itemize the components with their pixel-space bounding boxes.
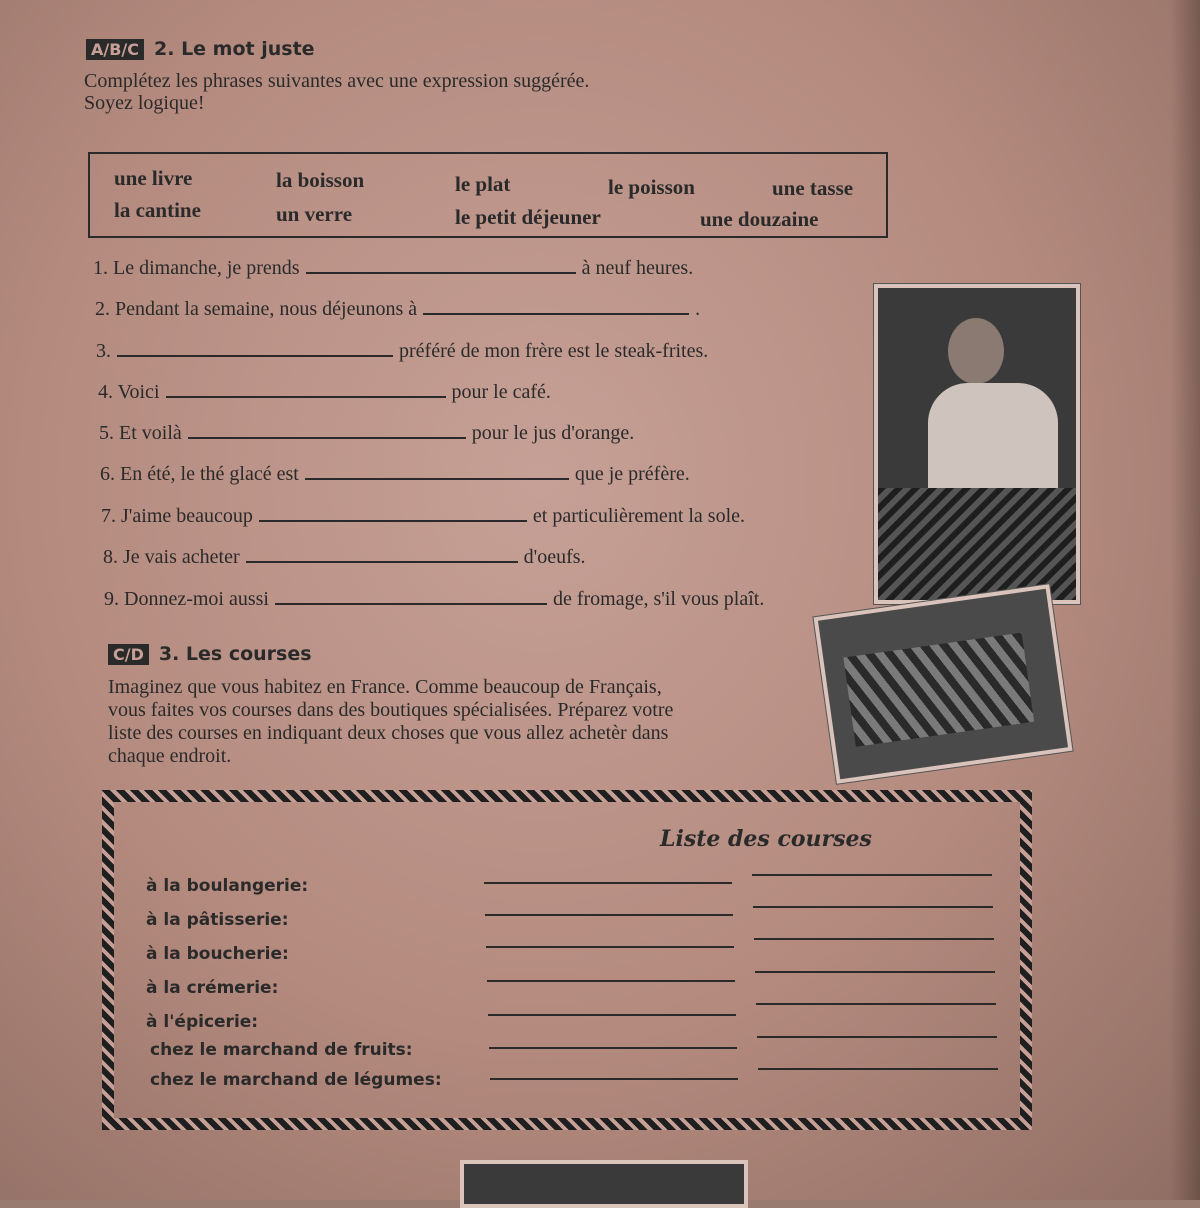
sentence-text: 7. J'aime beaucoup (101, 505, 253, 527)
answer-line[interactable] (755, 971, 995, 973)
word-bank-item: le poisson (608, 175, 695, 199)
sentence-text: 9. Donnez-moi aussi (104, 588, 269, 610)
instruction-line: Soyez logique! (84, 92, 205, 114)
sentence-text: pour le jus d'orange. (471, 422, 635, 444)
sentence-1 (93, 256, 693, 280)
answer-line[interactable] (486, 946, 734, 948)
sentence-text: que je préfère. (574, 463, 690, 485)
photo-person-head (948, 318, 1004, 384)
shop-label: chez le marchand de légumes: (150, 1070, 442, 1090)
answer-line[interactable] (757, 1036, 997, 1038)
section-3-header (108, 643, 312, 665)
photo-person-body (928, 383, 1058, 503)
instruction-line: liste des courses en indiquant deux choses que vous allez achetèr dans (108, 722, 669, 744)
shop-label: à la boucherie: (146, 944, 289, 964)
answer-line[interactable] (487, 980, 735, 982)
answer-line[interactable] (485, 914, 733, 916)
sentence-2 (95, 297, 700, 321)
sentence-8 (103, 545, 586, 569)
shopping-list-title: Liste des courses (660, 826, 872, 852)
shop-label: à la pâtisserie: (146, 910, 289, 930)
answer-line[interactable] (756, 1003, 996, 1005)
sentence-text: préféré de mon frère est le steak-frites. (399, 340, 709, 362)
section-2-header (86, 38, 315, 60)
answer-line[interactable] (490, 1078, 738, 1080)
shop-label: à la boulangerie: (146, 876, 309, 896)
section-2-badge: A/B/C (86, 39, 144, 60)
word-bank-item: le plat (455, 172, 511, 196)
word-bank-item: une tasse (772, 176, 854, 200)
answer-line[interactable] (758, 1068, 998, 1070)
answer-blank[interactable] (275, 587, 547, 605)
sentence-text: d'oeufs. (523, 546, 586, 568)
instruction-line: Complétez les phrases suivantes avec une expression suggérée. (84, 70, 590, 92)
sentence-7 (101, 504, 745, 528)
word-bank-item: le petit déjeuner (455, 205, 601, 229)
sentence-text: 3. (96, 340, 111, 362)
sentence-text: 5. Et voilà (99, 422, 182, 444)
answer-line[interactable] (489, 1047, 737, 1049)
sentence-text: 2. Pendant la semaine, nous déjeunons à (95, 298, 418, 320)
sentence-text: 1. Le dimanche, je prends (93, 257, 300, 279)
sentence-6 (100, 462, 690, 486)
instruction-line: vous faites vos courses dans des boutiques spécialisées. Préparez votre (108, 699, 674, 721)
sentence-text: 4. Voici (98, 381, 160, 403)
word-bank-item: une livre (114, 166, 193, 190)
page-shadow (1170, 0, 1200, 1200)
section-2-title: 2. Le mot juste (154, 38, 315, 60)
sentence-9 (104, 587, 764, 611)
answer-blank[interactable] (305, 462, 569, 480)
photo-produce (843, 633, 1034, 747)
instruction-line: chaque endroit. (108, 745, 232, 767)
shop-label: à l'épicerie: (146, 1012, 259, 1032)
word-bank-item: une douzaine (700, 207, 819, 231)
answer-blank[interactable] (259, 504, 527, 522)
sentence-4 (98, 380, 551, 404)
section-3-badge: C/D (108, 644, 149, 665)
answer-line[interactable] (488, 1014, 736, 1016)
sentence-text: 8. Je vais acheter (103, 546, 240, 568)
section-3-instructions (108, 676, 673, 768)
answer-blank[interactable] (166, 380, 446, 398)
answer-blank[interactable] (306, 256, 576, 274)
answer-line[interactable] (754, 938, 994, 940)
sentence-text: . (695, 298, 701, 320)
sentence-5 (99, 421, 634, 445)
bottom-photo (460, 1160, 748, 1208)
shop-label: à la crémerie: (146, 978, 279, 998)
section-2-instructions (84, 70, 589, 114)
shop-label: chez le marchand de fruits: (150, 1040, 413, 1060)
sentence-text: 6. En été, le thé glacé est (100, 463, 299, 485)
answer-line[interactable] (484, 882, 732, 884)
word-bank-item: un verre (276, 202, 353, 226)
instruction-line: Imaginez que vous habitez en France. Comme beaucoup de Français, (108, 676, 662, 698)
sentence-text: de fromage, s'il vous plaît. (552, 588, 765, 610)
sentence-text: à neuf heures. (581, 257, 694, 279)
sentence-text: et particulièrement la sole. (532, 505, 746, 527)
word-bank-item: la cantine (114, 198, 201, 222)
sentence-3 (96, 339, 708, 363)
word-bank-item: la boisson (276, 168, 365, 192)
shopkeeper-photo (874, 284, 1080, 604)
answer-line[interactable] (752, 874, 992, 876)
answer-blank[interactable] (117, 339, 393, 357)
photo-crates (878, 488, 1076, 600)
answer-blank[interactable] (423, 297, 689, 315)
answer-line[interactable] (753, 906, 993, 908)
sentence-text: pour le café. (451, 381, 551, 403)
section-3-title: 3. Les courses (158, 643, 312, 665)
answer-blank[interactable] (246, 545, 518, 563)
market-photo (813, 584, 1072, 783)
answer-blank[interactable] (188, 421, 466, 439)
